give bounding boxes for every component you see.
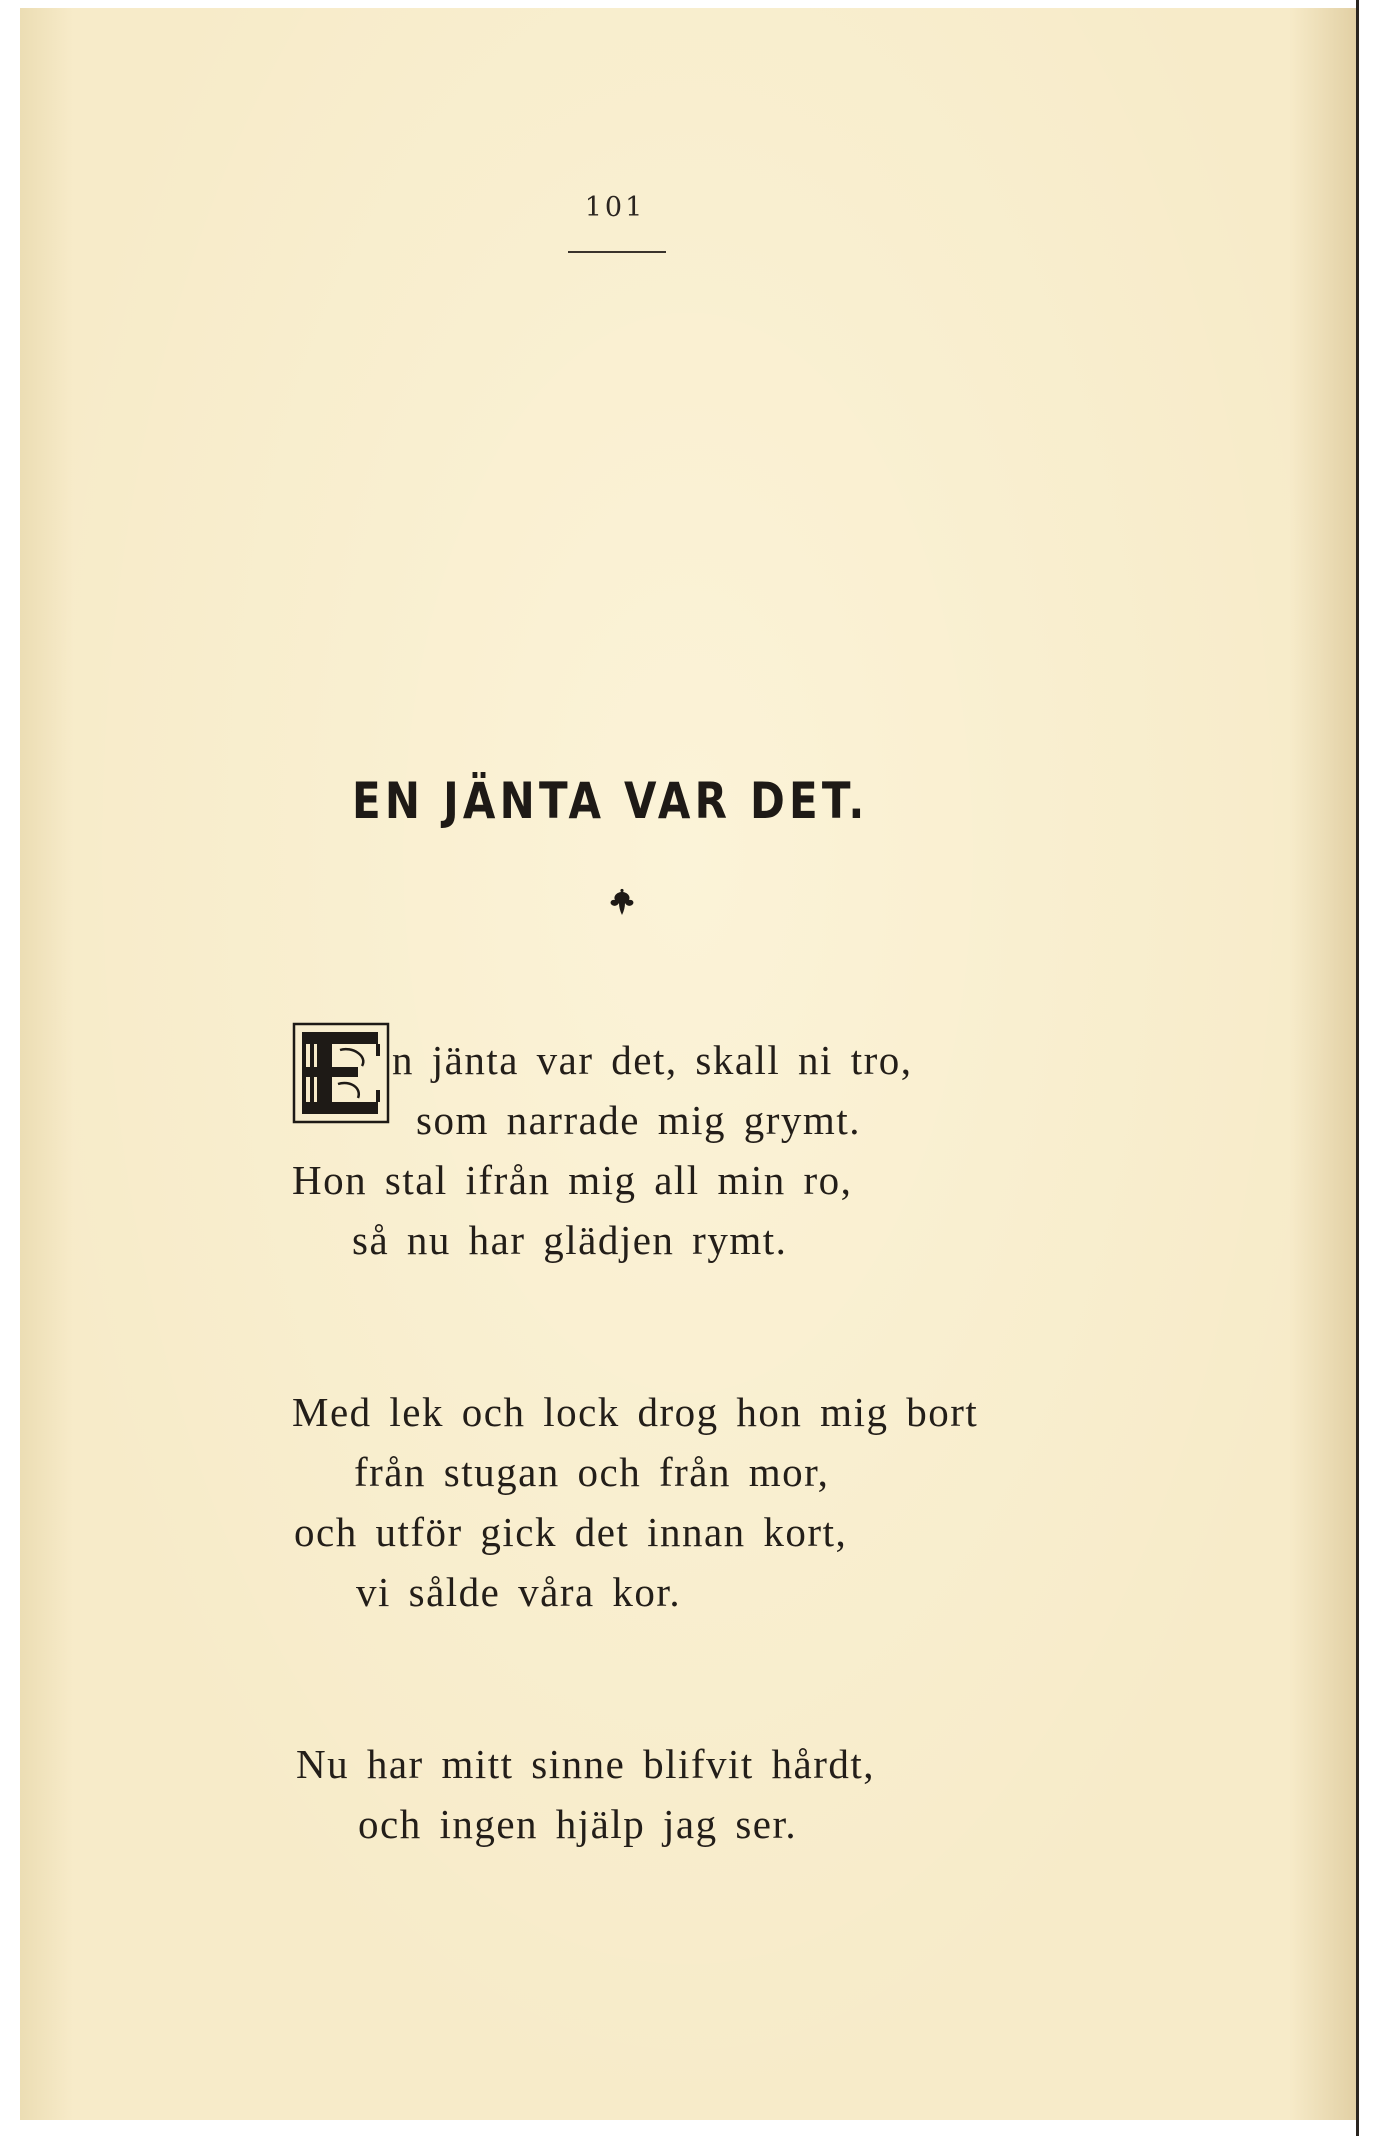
poem-line: så nu har glädjen rymt. [352,1217,788,1263]
page-edge-shadow [1356,0,1359,2136]
poem-line: och utför gick det innan kort, [294,1509,848,1555]
poem-line: n jänta var det, skall ni tro, [392,1037,913,1083]
poem-line: som narrade mig grymt. [416,1097,861,1143]
poem-line: och ingen hjälp jag ser. [358,1801,798,1847]
header-rule [568,251,666,253]
poem-line: vi sålde våra kor. [356,1569,682,1615]
poem-line: Nu har mitt sinne blifvit hårdt, [296,1741,876,1787]
fleuron-icon [607,888,637,918]
poem-line: Med lek och lock drog hon mig bort [292,1389,979,1435]
dropcap-e-icon [292,1022,390,1124]
poem-line: från stugan och från mor, [354,1449,830,1495]
page-number: 101 [584,192,646,223]
poem-line: Hon stal ifrån mig all min ro, [292,1157,853,1203]
poem-title: EN JÄNTA VAR DET. [352,772,869,830]
